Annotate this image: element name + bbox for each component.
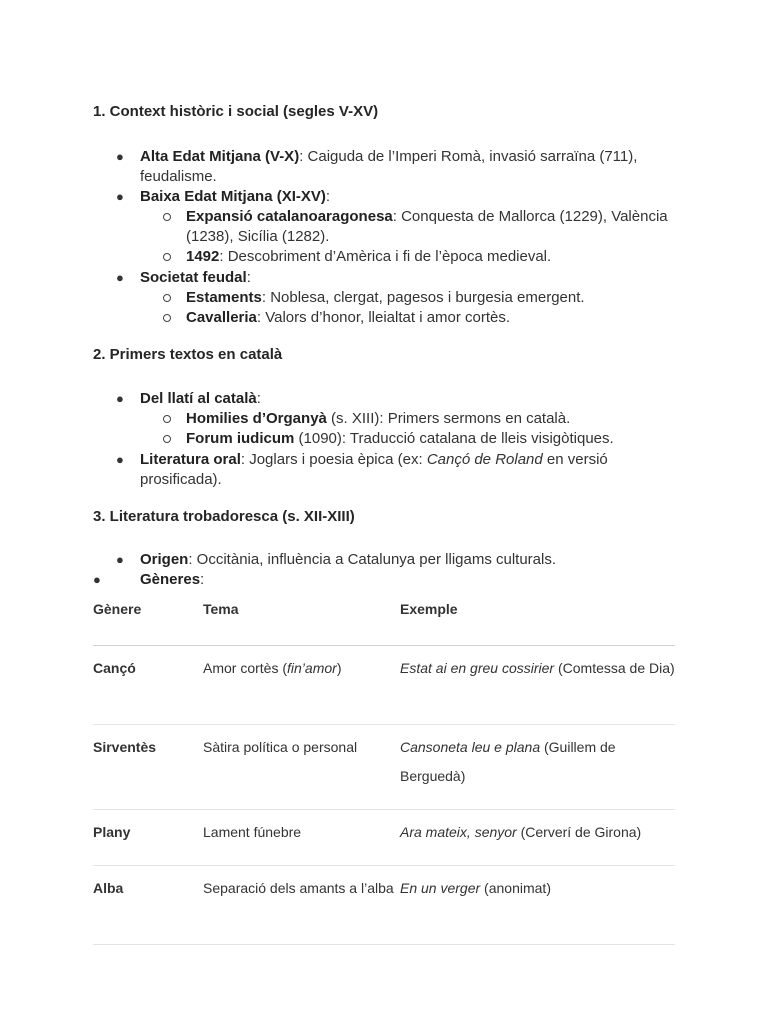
- bullet-icon: ●: [116, 189, 124, 204]
- item-text: :: [246, 269, 251, 286]
- item-italic-title: Cançó de Roland: [426, 451, 543, 468]
- item-text: :: [325, 188, 331, 205]
- item-text: : Noblesa, clergat, pagesos i burgesia emergent.: [261, 289, 585, 306]
- tema-cell: [203, 810, 400, 866]
- list-item: [140, 147, 685, 187]
- tema-text: Lament fúnebre: [203, 824, 302, 840]
- circle-bullet-icon: [163, 253, 171, 261]
- genre-cell: Alba: [93, 866, 203, 945]
- section-2-heading: 2. Primers textos en català: [93, 346, 283, 363]
- item-text: (1090): Traducció catalana de lleis visigòtiques.: [294, 430, 614, 447]
- item-title: Homilies d’Organyà: [186, 410, 327, 427]
- table-row: [93, 725, 675, 810]
- bullet-icon: ●: [116, 552, 124, 567]
- tema-cell: [203, 646, 400, 725]
- list-item: [186, 247, 686, 267]
- example-title: En un verger: [400, 880, 481, 896]
- tema-text: ): [336, 660, 342, 676]
- column-header: Gènere: [93, 594, 203, 646]
- item-text: (s. XIII): Primers sermons en català.: [326, 410, 571, 427]
- table-row: [93, 866, 675, 945]
- item-text: prosificada).: [140, 471, 222, 488]
- example-author: (Cerverí de Girona): [516, 824, 642, 840]
- item-text: : Descobriment d’Amèrica i fi de l’època medieval.: [219, 248, 552, 265]
- item-text: : Joglars i poesia èpica (ex:: [240, 451, 427, 468]
- example-cell: [400, 725, 675, 810]
- list-item: [140, 389, 685, 409]
- bullet-icon: ●: [116, 452, 124, 467]
- list-item: [140, 187, 685, 207]
- list-item: [140, 268, 685, 288]
- example-title: Estat ai en greu cossirier: [400, 660, 555, 676]
- item-title: Literatura oral: [140, 451, 241, 468]
- item-text: : Occitània, influència a Catalunya per lligams culturals.: [188, 551, 557, 568]
- item-text: feudalisme.: [140, 168, 217, 185]
- table-row: [93, 646, 675, 725]
- item-text: :: [256, 390, 261, 407]
- genres-table: [93, 594, 675, 945]
- item-title: Origen: [140, 551, 189, 568]
- genre-cell: Cançó: [93, 646, 203, 725]
- item-title: Cavalleria: [186, 309, 257, 326]
- list-item: [140, 450, 685, 490]
- example-author: (anonimat): [480, 880, 551, 896]
- item-title: Alta Edat Mitjana (V-X): [140, 148, 300, 165]
- section-1-heading: 1. Context històric i social (segles V-XV): [93, 103, 379, 120]
- bullet-icon: ●: [93, 572, 101, 587]
- list-item: [186, 308, 686, 328]
- list-item: [186, 207, 686, 247]
- bullet-icon: ●: [116, 149, 124, 164]
- section-3-heading: 3. Literatura trobadoresca (s. XII-XIII): [93, 508, 355, 525]
- item-text: : Valors d’honor, lleialtat i amor cortès.: [256, 309, 511, 326]
- item-text: :: [200, 571, 205, 588]
- item-title: Estaments: [186, 289, 262, 306]
- example-cell: [400, 646, 675, 725]
- column-header: Exemple: [400, 594, 675, 646]
- list-item: [186, 288, 686, 308]
- item-text: (1238), Sicília (1282).: [186, 228, 330, 245]
- example-author: (Comtessa de Dia): [554, 660, 675, 676]
- tema-cell: [203, 725, 400, 810]
- item-text: : Caiguda de l’Imperi Romà, invasió sarraïna (711),: [299, 148, 638, 165]
- tema-cell: [203, 866, 400, 945]
- list-item: [186, 429, 686, 449]
- circle-bullet-icon: [163, 435, 171, 443]
- genre-cell: Plany: [93, 810, 203, 866]
- list-item: [186, 409, 686, 429]
- list-item: [140, 570, 685, 590]
- table-row: [93, 810, 675, 866]
- circle-bullet-icon: [163, 314, 171, 322]
- tema-text: Sàtira política o personal: [203, 739, 358, 755]
- bullet-icon: ●: [116, 270, 124, 285]
- item-title: Expansió catalanoaragonesa: [186, 208, 393, 225]
- example-author: (Guillem de Berguedà): [400, 739, 616, 784]
- item-title: Baixa Edat Mitjana (XI-XV): [140, 188, 326, 205]
- example-cell: [400, 810, 675, 866]
- circle-bullet-icon: [163, 294, 171, 302]
- example-title: Ara mateix, senyor: [400, 824, 517, 840]
- list-item: [140, 550, 685, 570]
- item-title: Del llatí al català: [140, 390, 257, 407]
- circle-bullet-icon: [163, 213, 171, 221]
- bullet-icon: ●: [116, 391, 124, 406]
- item-title: Gèneres: [140, 571, 201, 588]
- item-title: 1492: [186, 248, 220, 265]
- genre-cell: Sirventès: [93, 725, 203, 810]
- item-title: Forum iudicum: [186, 430, 295, 447]
- example-cell: [400, 866, 675, 945]
- item-title: Societat feudal: [140, 269, 247, 286]
- tema-text: Amor cortès (: [203, 660, 288, 676]
- item-text: : Conquesta de Mallorca (1229), València: [392, 208, 668, 225]
- tema-italic: fin’amor: [287, 660, 337, 676]
- tema-text: Separació dels amants a l’alba: [203, 880, 394, 896]
- table-header-row: [93, 594, 675, 646]
- circle-bullet-icon: [163, 415, 171, 423]
- item-text: en versió: [542, 451, 608, 468]
- example-title: Cansoneta leu e plana: [400, 739, 541, 755]
- column-header: Tema: [203, 594, 400, 646]
